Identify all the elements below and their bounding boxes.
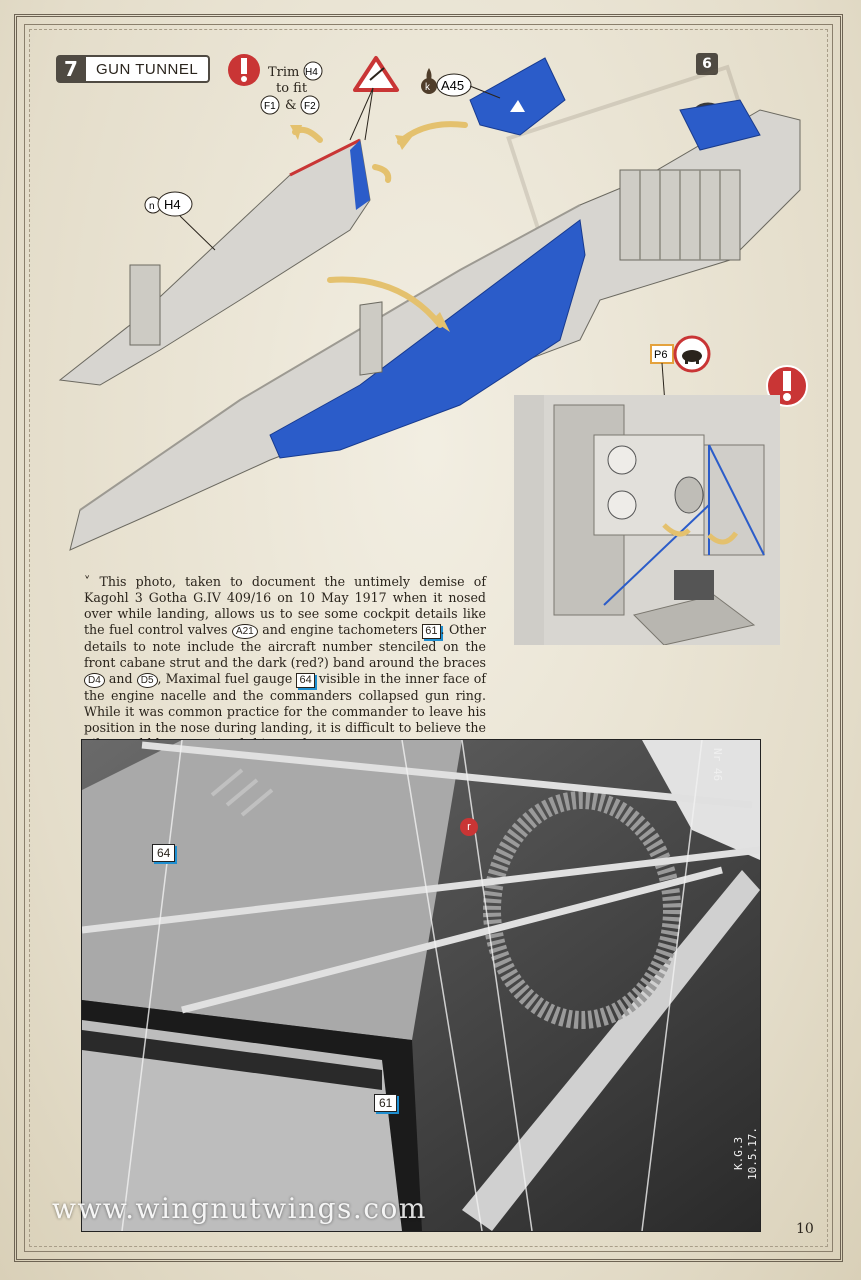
caption-text-1: This photo, taken to document the untimely demise of Kagohl 3 Gotha G.IV 409/16 on 10 May 1917 when it nosed over while landing, allows us to see some cockpit details like the fuel control valves <box>84 574 486 637</box>
page-number: 10 <box>796 1221 814 1237</box>
ref-h4-label <box>145 192 192 216</box>
trim-amp: & <box>285 98 297 113</box>
photo-ref-61: 61 <box>374 1094 397 1112</box>
trim-text: Trim <box>268 65 300 80</box>
cockpit-inset-diagram <box>514 395 780 645</box>
photo-handwriting-top: Nr 46 <box>711 748 724 782</box>
trim-text-2: to fit <box>276 81 308 96</box>
ref-p6-label <box>651 345 673 363</box>
photo-caption <box>84 574 486 753</box>
caption-text-4: , Maximal fuel gauge <box>157 671 293 686</box>
ref-61: 61 <box>422 624 440 639</box>
step-title: GUN TUNNEL <box>86 55 210 83</box>
caption-and: and <box>108 671 133 686</box>
ref-a45-label <box>421 68 471 96</box>
ref-f2: F2 <box>304 101 316 112</box>
paint-code-k: k <box>425 82 430 93</box>
photo-handwriting-bottom-1: K.G.3 <box>732 1136 745 1170</box>
trim-icon <box>355 58 397 90</box>
crash-photo <box>81 739 761 1232</box>
crash-photo-image <box>82 740 760 1231</box>
photo-handwriting-bottom-2: 10.5.17. <box>746 1127 759 1180</box>
ref-f1: F1 <box>264 101 276 112</box>
ref-d5: D5 <box>137 673 158 688</box>
photo-ref-r: r <box>460 818 478 836</box>
step-number: 7 <box>56 55 86 83</box>
ref-h4: H4 <box>164 197 181 212</box>
ref-a21: A21 <box>232 624 258 639</box>
glue-icon <box>675 337 709 371</box>
website-watermark: www.wingnutwings.com <box>52 1192 427 1225</box>
callout-step-6: 6 <box>696 53 718 75</box>
ref-h4-small: H4 <box>305 67 318 78</box>
part-h4-fairing <box>60 140 370 385</box>
ref-d4: D4 <box>84 673 105 688</box>
caption-text-3: . Other details to note include the aircraft number stenciled on the front cabane strut and the dark (red?) band around the braces <box>84 622 486 670</box>
ref-p6: P6 <box>654 349 668 361</box>
paint-code-n: n <box>149 201 155 212</box>
caption-text-5: visible in the inner face of the engine nacelle and the commanders collapsed gun ring. While it was common practice for the commander to leave his position in the nose during landing, it is difficult to believe the <box>84 671 486 735</box>
ref-64: 64 <box>296 673 314 688</box>
photo-ref-64: 64 <box>152 844 175 862</box>
caption-marker: ˅ <box>84 574 91 589</box>
ref-a45: A45 <box>441 78 465 93</box>
warning-icon <box>228 54 260 86</box>
caption-text-2: and engine tachometers <box>262 622 418 637</box>
